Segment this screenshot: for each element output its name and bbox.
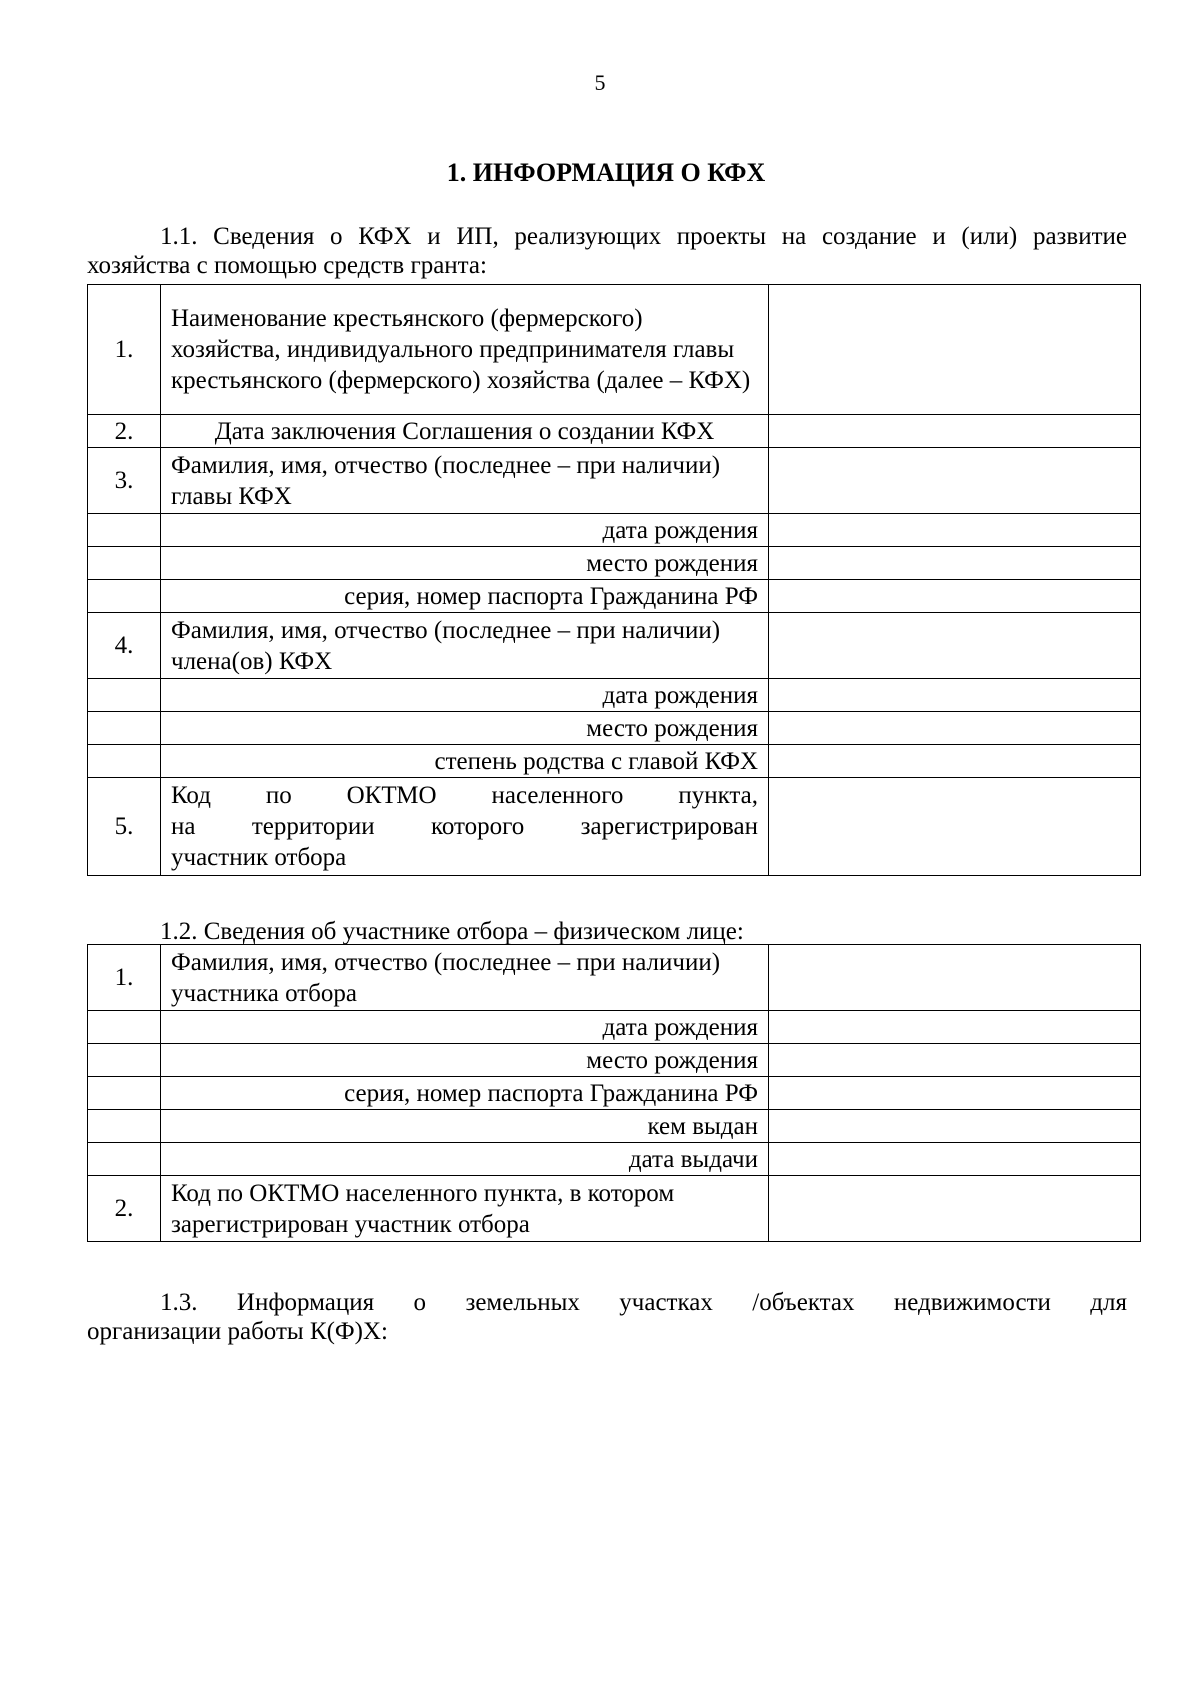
- row-number: 5.: [88, 778, 161, 876]
- row-label: дата рождения: [161, 1011, 769, 1044]
- table-row: [88, 415, 1141, 448]
- value-cell[interactable]: [769, 1044, 1141, 1077]
- page-number: 5: [594, 70, 606, 95]
- row-label: место рождения: [161, 1044, 769, 1077]
- table-row: [88, 745, 1141, 778]
- row-label-line: Код по ОКТМО населенного пункта,: [171, 782, 758, 809]
- section-title: 1. ИНФОРМАЦИЯ О КФХ: [446, 158, 766, 187]
- row-number: 2.: [88, 415, 161, 448]
- row-label: Наименование крестьянского (фермерского) хозяйства, индивидуального предпринимателя главы крестьянского (фермерского) хозяйства (далее – КФХ): [161, 285, 769, 415]
- paragraph-1-1-line1: 1.1. Сведения о КФХ и ИП, реализующих проекты на создание и (или) развитие: [160, 223, 1127, 250]
- table-row: [88, 514, 1141, 547]
- value-cell[interactable]: [769, 1077, 1141, 1110]
- row-label: Фамилия, имя, отчество (последнее – при наличии) главы КФХ: [161, 448, 769, 514]
- value-cell[interactable]: [769, 580, 1141, 613]
- table-row: [88, 1110, 1141, 1143]
- value-cell[interactable]: [769, 1143, 1141, 1176]
- row-label-line: участник отбора: [171, 844, 347, 871]
- table-row: [88, 679, 1141, 712]
- table-row: [88, 778, 1141, 876]
- paragraph-1-2: [87, 917, 1127, 946]
- row-label: дата выдачи: [161, 1143, 769, 1176]
- row-label: серия, номер паспорта Гражданина РФ: [161, 1077, 769, 1110]
- table-row: [88, 448, 1141, 514]
- table-row: [88, 547, 1141, 580]
- row-label: Дата заключения Соглашения о создании КФХ: [161, 415, 769, 448]
- row-label: Код по ОКТМО населенного пункта, в котором зарегистрирован участник отбора: [161, 1176, 769, 1242]
- value-cell[interactable]: [769, 547, 1141, 580]
- value-cell[interactable]: [769, 514, 1141, 547]
- row-number: 1.: [88, 945, 161, 1011]
- value-cell[interactable]: [769, 1110, 1141, 1143]
- value-cell[interactable]: [769, 745, 1141, 778]
- row-number: 2.: [88, 1176, 161, 1242]
- row-label: дата рождения: [161, 514, 769, 547]
- row-label: степень родства с главой КФХ: [161, 745, 769, 778]
- paragraph-1-3-line1: 1.3. Информация о земельных участках /объектах недвижимости для: [160, 1289, 1127, 1316]
- table-row: [88, 1044, 1141, 1077]
- value-cell[interactable]: [769, 1176, 1141, 1242]
- value-cell[interactable]: [769, 613, 1141, 679]
- participant-info-table: [87, 944, 1141, 1242]
- paragraph-1-1: [87, 222, 1127, 280]
- value-cell[interactable]: [769, 415, 1141, 448]
- kfh-info-table: [87, 284, 1141, 876]
- row-label: кем выдан: [161, 1110, 769, 1143]
- value-cell[interactable]: [769, 1011, 1141, 1044]
- value-cell[interactable]: [769, 448, 1141, 514]
- table-row: [88, 1143, 1141, 1176]
- table-row: [88, 1077, 1141, 1110]
- row-label: место рождения: [161, 547, 769, 580]
- table-row: [88, 613, 1141, 679]
- paragraph-1-3-line2: организации работы К(Ф)Х:: [87, 1318, 389, 1345]
- row-label: дата рождения: [161, 679, 769, 712]
- value-cell[interactable]: [769, 778, 1141, 876]
- row-label: [161, 778, 769, 876]
- paragraph-1-2-line1: 1.2. Сведения об участнике отбора – физическом лице:: [160, 918, 744, 945]
- table-row: [88, 945, 1141, 1011]
- table-row: [88, 580, 1141, 613]
- table-row: [88, 285, 1141, 415]
- row-label: место рождения: [161, 712, 769, 745]
- row-number: 4.: [88, 613, 161, 679]
- table-row: [88, 1011, 1141, 1044]
- row-number: 3.: [88, 448, 161, 514]
- value-cell[interactable]: [769, 285, 1141, 415]
- row-label: Фамилия, имя, отчество (последнее – при наличии) участника отбора: [161, 945, 769, 1011]
- row-label-line: на территории которого зарегистрирован: [171, 813, 758, 840]
- row-label: серия, номер паспорта Гражданина РФ: [161, 580, 769, 613]
- paragraph-1-3: [87, 1288, 1127, 1346]
- paragraph-1-1-line2: хозяйства с помощью средств гранта:: [87, 252, 487, 279]
- value-cell[interactable]: [769, 945, 1141, 1011]
- table-row: [88, 712, 1141, 745]
- value-cell[interactable]: [769, 712, 1141, 745]
- row-number: 1.: [88, 285, 161, 415]
- row-label: Фамилия, имя, отчество (последнее – при наличии) члена(ов) КФХ: [161, 613, 769, 679]
- table-row: [88, 1176, 1141, 1242]
- value-cell[interactable]: [769, 679, 1141, 712]
